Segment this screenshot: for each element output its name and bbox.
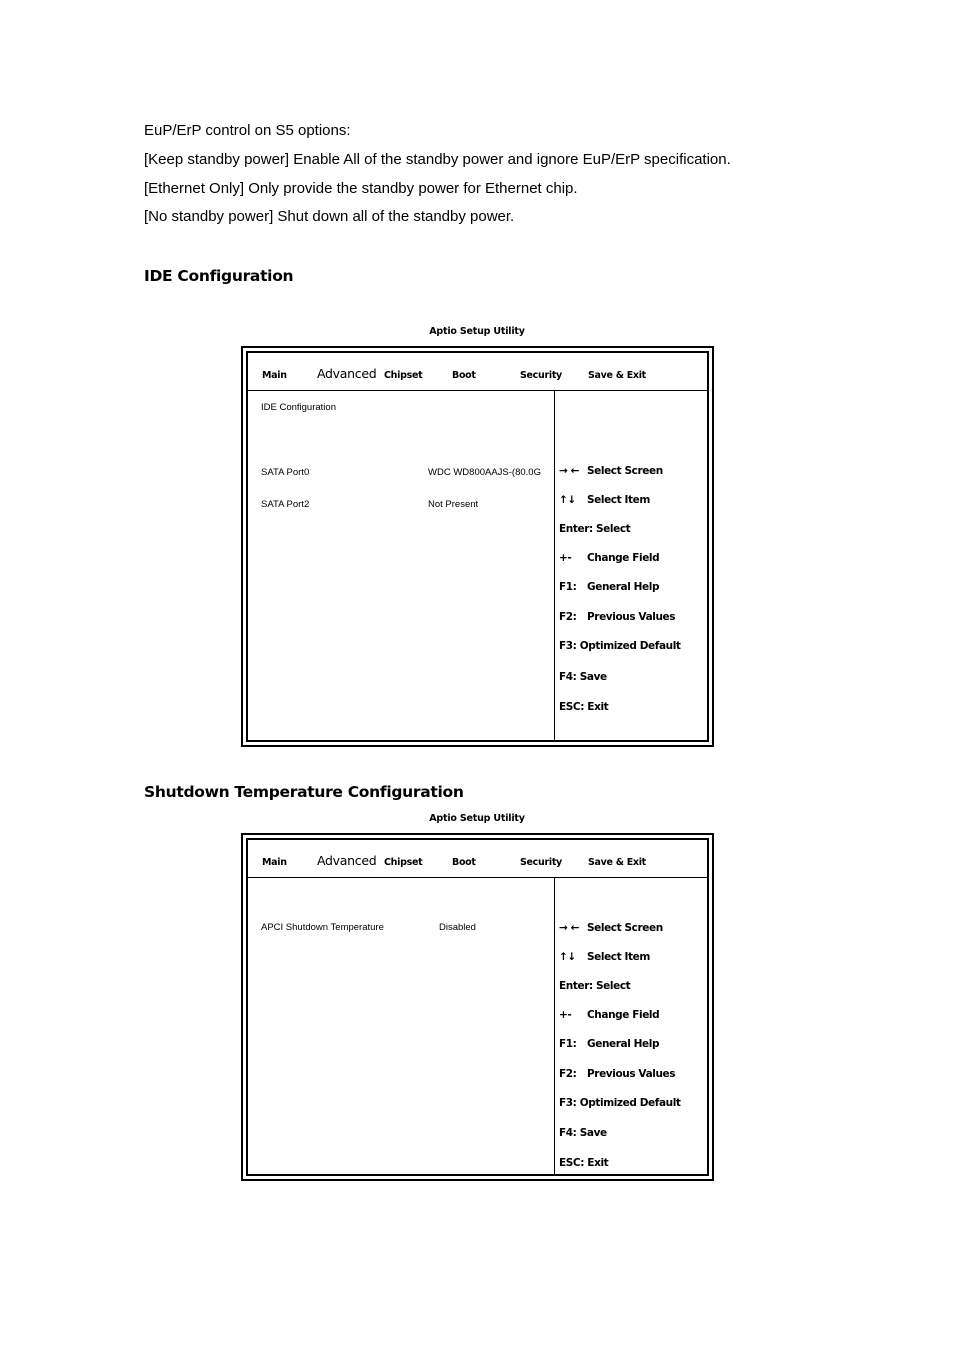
apci-shutdown-temp-label[interactable]: APCI Shutdown Temperature <box>261 922 384 933</box>
menu-chipset[interactable]: Chipset <box>384 857 423 868</box>
bios-screen-shutdown-temp <box>241 833 714 1181</box>
bios-frame <box>246 351 709 742</box>
help-esc-exit: ESC: Exit <box>559 1157 609 1169</box>
help-save: F4: Save <box>559 1127 607 1139</box>
menu-chipset[interactable]: Chipset <box>384 370 423 381</box>
help-change-field: +- Change Field <box>559 1009 660 1021</box>
paragraph-no-standby: [No standby power] Shut down all of the standby power. <box>144 208 515 225</box>
help-select-item: ↑↓ Select Item <box>559 951 650 963</box>
help-change-field: +- Change Field <box>559 552 660 564</box>
menu-advanced[interactable]: Advanced <box>317 366 377 381</box>
help-optimized-default: F3: Optimized Default <box>559 1097 681 1109</box>
menu-boot[interactable]: Boot <box>452 857 476 868</box>
bios-frame <box>246 838 709 1176</box>
help-esc-exit: ESC: Exit <box>559 701 609 713</box>
sata-port2-label[interactable]: SATA Port2 <box>261 499 310 510</box>
apci-shutdown-temp-value: Disabled <box>439 922 476 933</box>
help-previous-values: F2: Previous Values <box>559 611 676 623</box>
help-general-help: F1: General Help <box>559 581 660 593</box>
menu-boot[interactable]: Boot <box>452 370 476 381</box>
help-optimized-default: F3: Optimized Default <box>559 640 681 652</box>
sata-port0-value: WDC WD800AAJS-(80.0G <box>428 467 541 478</box>
bios-screen-ide <box>241 346 714 747</box>
help-select-item: ↑↓ Select Item <box>559 494 650 506</box>
bios-menu-bar <box>248 840 707 878</box>
menu-main[interactable]: Main <box>262 370 287 381</box>
panel-divider <box>554 390 555 740</box>
sata-port0-label[interactable]: SATA Port0 <box>261 467 310 478</box>
paragraph-eup-intro: EuP/ErP control on S5 options: <box>144 122 351 139</box>
help-general-help: F1: General Help <box>559 1038 660 1050</box>
menu-save-exit[interactable]: Save & Exit <box>588 857 646 868</box>
help-enter-select: Enter: Select <box>559 523 631 535</box>
paragraph-ethernet-only: [Ethernet Only] Only provide the standby power for Ethernet chip. <box>144 180 578 197</box>
help-select-screen: → ← Select Screen <box>559 465 663 477</box>
menu-save-exit[interactable]: Save & Exit <box>588 370 646 381</box>
bios-caption-ide: Aptio Setup Utility <box>429 326 525 337</box>
menu-advanced[interactable]: Advanced <box>317 853 377 868</box>
menu-security[interactable]: Security <box>520 370 562 381</box>
help-enter-select: Enter: Select <box>559 980 631 992</box>
section-heading-shutdown-temp: Shutdown Temperature Configuration <box>144 783 464 801</box>
bios-menu-bar <box>248 353 707 391</box>
help-previous-values: F2: Previous Values <box>559 1068 676 1080</box>
bios-caption-shutdown-temp: Aptio Setup Utility <box>429 813 525 824</box>
section-heading-ide: IDE Configuration <box>144 267 294 285</box>
menu-main[interactable]: Main <box>262 857 287 868</box>
sata-port2-value: Not Present <box>428 499 479 510</box>
panel-divider <box>554 877 555 1174</box>
paragraph-keep-standby: [Keep standby power] Enable All of the standby power and ignore EuP/ErP specification. <box>144 151 731 168</box>
menu-security[interactable]: Security <box>520 857 562 868</box>
panel-title: IDE Configuration <box>261 402 336 413</box>
help-select-screen: → ← Select Screen <box>559 922 663 934</box>
help-save: F4: Save <box>559 671 607 683</box>
